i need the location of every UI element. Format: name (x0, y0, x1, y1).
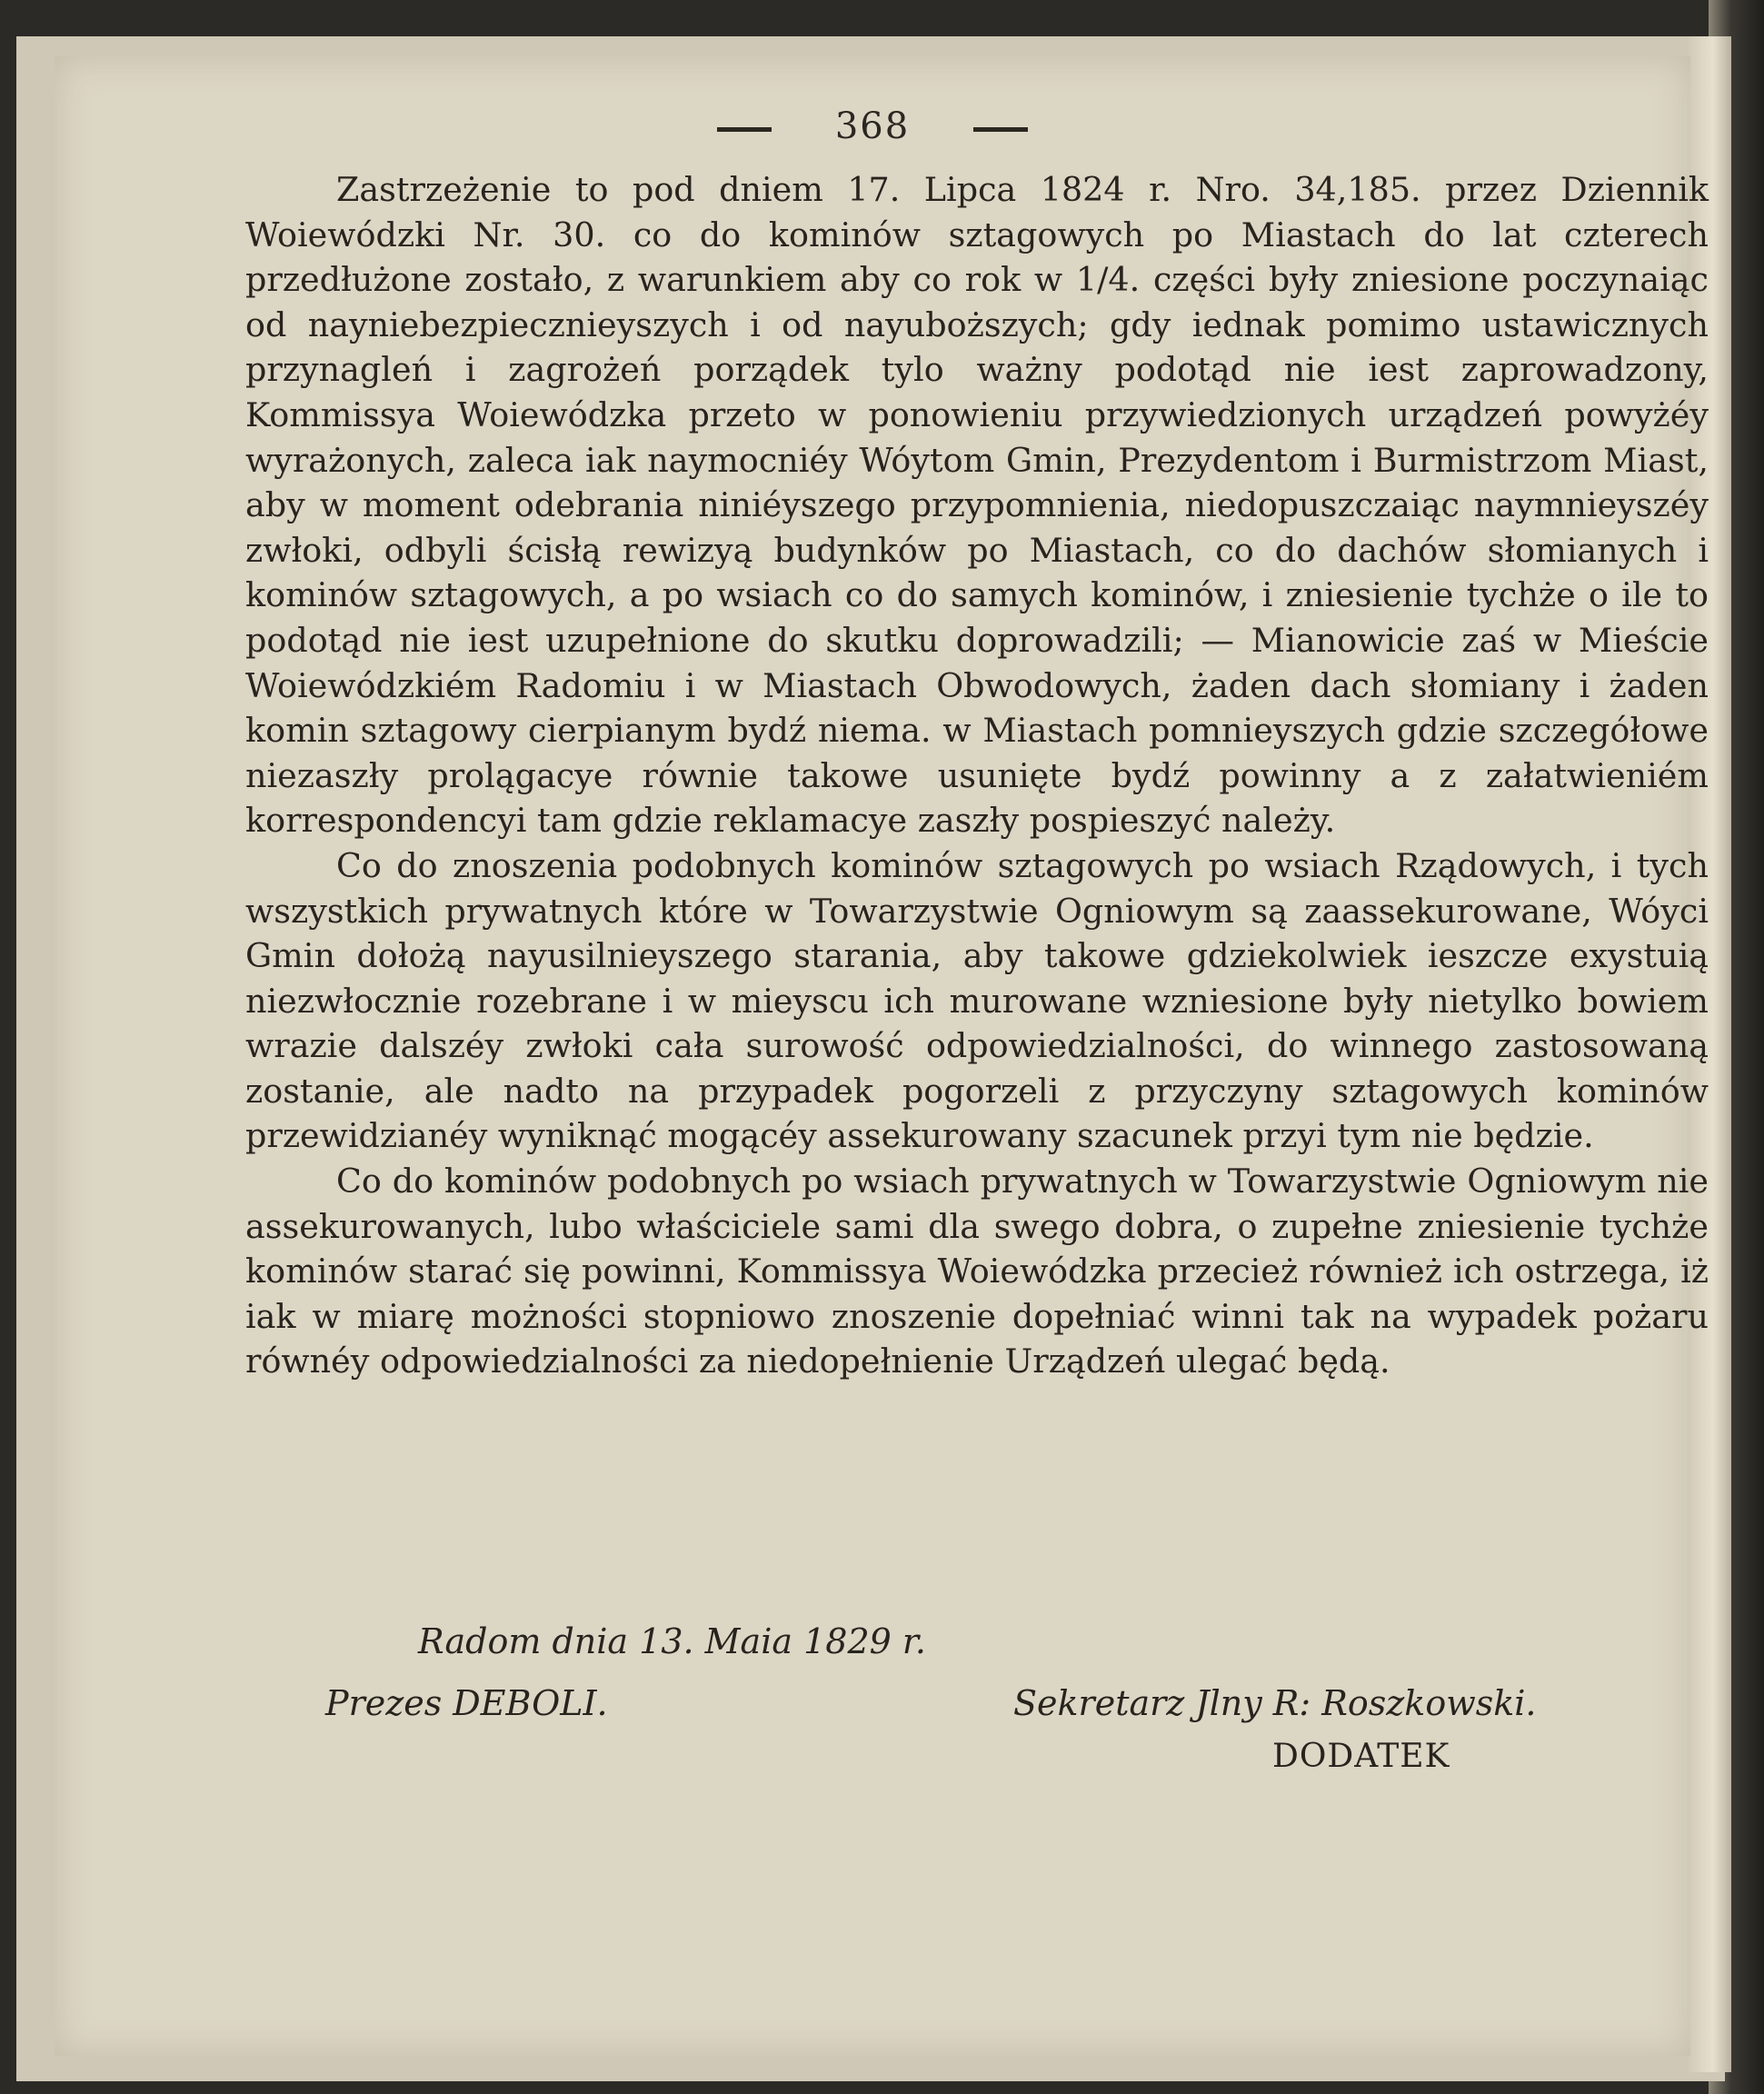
paragraph-2: Co do znoszenia podobnych kominów sztagowych po wsiach Rządowych, i tych wszystkich prywatnych które w Towarzystwie Ogniowym są zaassekurowane, Wóyci Gmin dołożą nayusilnieyszego starania, aby takowe gdziekolwiek ieszcze exystuią niezwłocznie rozebrane i w mieyscu ich murowane wzniesione były nietylko bowiem wrazie dalszéy zwłoki cała surowość odpowiedzialności, do winnego zastosowaną zostanie, ale nadto na przypadek pogorzeli z przyczyny sztagowych kominów przewidzianéy wyniknąć mogącéy assekurowany szacunek przyi tym nie będzie. (245, 845, 1709, 1156)
header-dash-right (973, 127, 1028, 132)
date-line: Radom dnia 13. Maia 1829 r. (418, 1621, 926, 1661)
catchword: DODATEK (1272, 1738, 1450, 1775)
header-dash-left (717, 127, 772, 132)
page-header (55, 105, 1690, 147)
page-number: 368 (834, 105, 911, 147)
document-page (55, 56, 1709, 2056)
paragraph-1: Zastrzeżenie to pod dniem 17. Lipca 1824 r. Nro. 34,185. przez Dziennik Woiewódzki Nr. 30. co do kominów sztagowych po Miastach do lat czterech przedłużone zostało, z warunkiem aby co rok w 1/4. części były zniesione poczynaiąc od nayniebezpiecznieyszych i od nayuboższych; gdy iednak pomimo ustawicznych przynagleń i zagrożeń porządek tylo ważny podotąd nie iest zaprowadzony, Kommissya Woiewódzka przeto w ponowieniu przywiedzionych urządzeń powyżéy wyrażonych, zaleca iak naymocniéy Wóytom Gmin, Prezydentom i Burmistrzom Miast, aby w moment odebrania niniéyszego przypomnienia, niedopuszczaiąc naymnieyszéy zwłoki, odbyli ścisłą rewizyą budynków po Miastach, co do dachów słomianych i kominów sztagowych, a po wsiach co do samych kominów, i zniesienie tychże o ile to podotąd nie iest uzupełnione do skutku doprowadzili; — Mianowicie zaś w Mieście Woiewódzkiém Radomiu i w Miastach Obwodowych, żaden dach słomiany i żaden komin sztagowy cierpianym bydź niema. w Miastach pomnieyszych gdzie szczegółowe niezaszły prolągacye równie takowe usunięte bydź powinny a z załatwieniém korrespondencyi tam gdzie reklamacye zaszły pospieszyć należy. (245, 170, 1709, 841)
paragraph-3: Co do kominów podobnych po wsiach prywatnych w Towarzystwie Ogniowym nie assekurowanych, lubo właściciele sami dla swego dobra, o zupełne zniesienie tychże kominów starać się powinni, Kommissya Woiewódzka przecież również ich ostrzega, iż iak w miarę możności stopniowo znoszenie dopełniać winni tak na wypadek pożaru równéy odpowiedzialności za niedopełnienie Urządzeń ulegać będą. (245, 1162, 1709, 1381)
signature-president: Prezes DEBOLI. (325, 1683, 608, 1723)
body-text (245, 167, 1709, 1384)
signature-secretary: Sekretarz Jlny R: Roszkowski. (1013, 1683, 1537, 1723)
